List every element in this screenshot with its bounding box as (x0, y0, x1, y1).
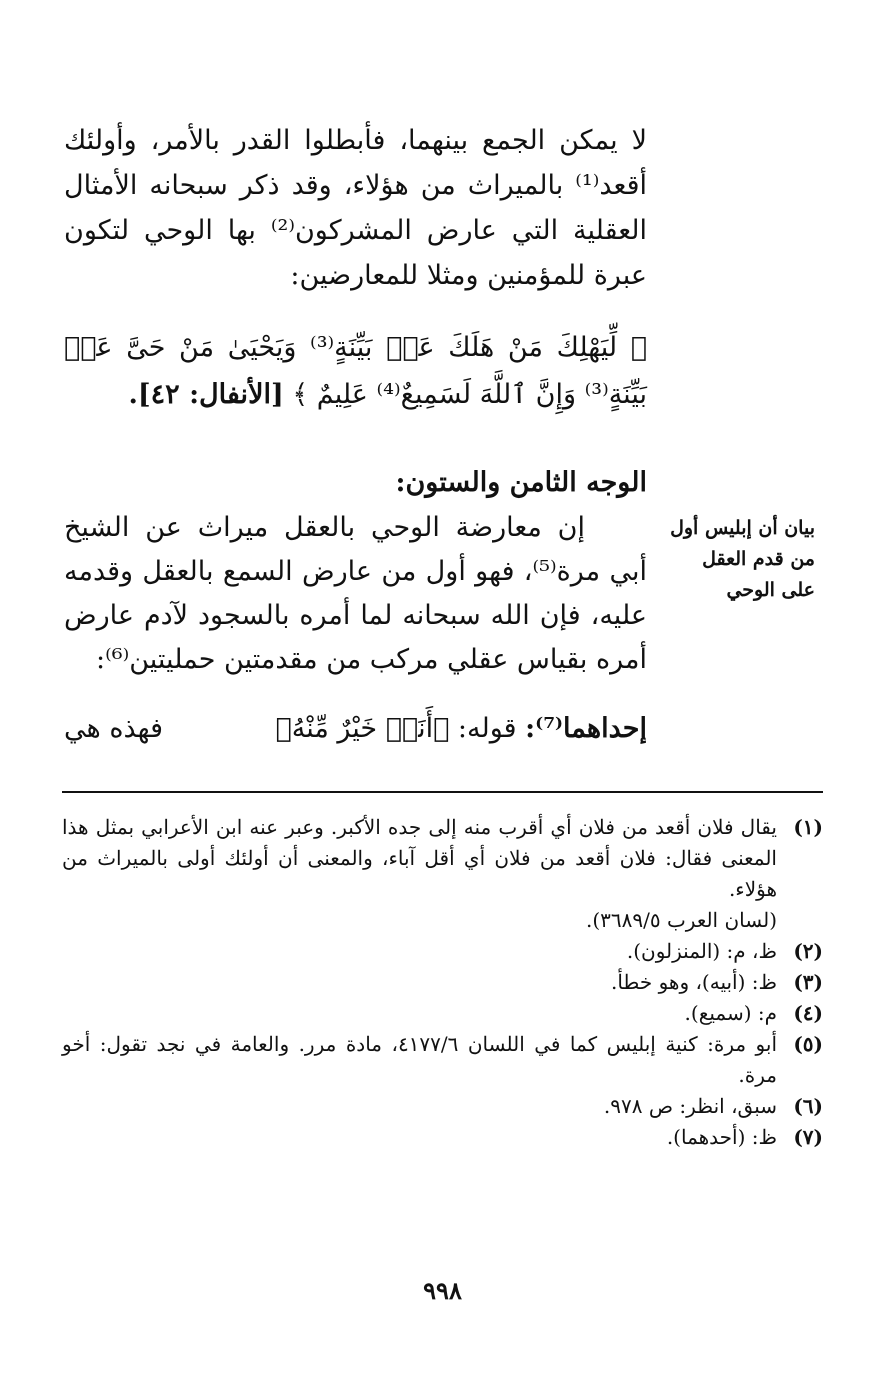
section-paragraph-block (64, 506, 647, 682)
quran-reference: [الأنفال: ٤٢]. (128, 379, 284, 410)
footnote-source: (لسان العرب ٣٦٨٩/٥). (585, 908, 777, 932)
footnote-text: أبو مرة: كنية إبليس كما في اللسان ٤١٧٧/٦، مادة مرر. والعامة في نجد تقول: أخو مرة. (62, 1032, 777, 1087)
footnote-number: (٥) (793, 1032, 823, 1056)
footnote-number: (٤) (793, 1001, 823, 1025)
main-paragraph: لا يمكن الجمع بينهما، فأبطلوا القدر بالأمر، وأولئك أقعد⁽¹⁾ بالميراث من هؤلاء، وقد ذكر سبحانه الأمثال العقلية التي عارض المشركون⁽²⁾ بها الوحي لتكون عبرة للمؤمنين ومثلا للمعارضين: (64, 125, 647, 291)
footnote-2 (62, 936, 823, 967)
footnote-divider (62, 791, 823, 793)
footnotes (62, 812, 823, 1153)
section-paragraph: إن معارضة الوحي بالعقل ميراث عن الشيخ أبي مرة⁽⁵⁾، فهو أول من عارض السمع بالعقل وقدمه عليه، فإن الله سبحانه لما أمره بالسجود لآدم عارض أمره بقياس عقلي مركب من مقدمتين حمليتين⁽⁶⁾: (64, 512, 647, 675)
footnote-3 (62, 967, 823, 998)
footnote-6 (62, 1091, 823, 1122)
footnote-number: (٦) (793, 1094, 823, 1118)
quran-verse: ﴿ لِّيَهْلِكَ مَنْ هَلَكَ عَنۢ بَيِّنَةٍ⁽³⁾ وَيَحْيَىٰ مَنْ حَىَّ عَنۢ بَيِّنَةٍ⁽³⁾ وَإِنَّ ٱللَّهَ لَسَمِيعٌ⁽⁴⁾ عَلِيمٌ ﴾ (64, 332, 647, 410)
footnote-number: (٣) (793, 970, 823, 994)
continuation-lead: إحداهما⁽⁷⁾: (525, 713, 647, 744)
continuation-text: قوله: ﴿أَنَا۠ خَيْرٌ مِّنْهُ﴾ (275, 713, 517, 744)
footnote-number: (٢) (793, 939, 823, 963)
footnote-1 (62, 812, 823, 936)
main-paragraph-block (64, 118, 647, 298)
page-number: ٩٩٨ (423, 1276, 462, 1305)
footnote-text: ظ، م: (المنزلون). (626, 939, 777, 963)
footnote-5 (62, 1029, 823, 1091)
footnote-7 (62, 1122, 823, 1153)
footnote-text: م: (سميع). (684, 1001, 777, 1025)
footnote-number: (١) (793, 815, 823, 839)
section-heading: الوجه الثامن والستون: (395, 467, 647, 498)
continuation-end: فهذه هي (64, 713, 163, 744)
margin-note: بيان أن إبليس أول من قدم العقل على الوحي (670, 517, 815, 601)
footnote-text: يقال فلان أقعد من فلان أي أقرب منه إلى جده الأكبر. وعبر عنه ابن الأعرابي بمثل هذا المعنى فقال: فلان أقعد من فلان أي أقل آباء، والمعنى أن أولئك أولى بالميراث من هؤلاء. (62, 815, 777, 901)
quran-quote (64, 324, 647, 418)
continuation-line (64, 706, 647, 751)
footnote-text: ظ: (أحدهما). (666, 1125, 777, 1149)
footnote-text: سبق، انظر: ص ٩٧٨. (603, 1094, 777, 1118)
footnote-text: ظ: (أبيه)، وهو خطأ. (610, 970, 777, 994)
footnote-number: (٧) (793, 1125, 823, 1149)
footnote-4 (62, 998, 823, 1029)
